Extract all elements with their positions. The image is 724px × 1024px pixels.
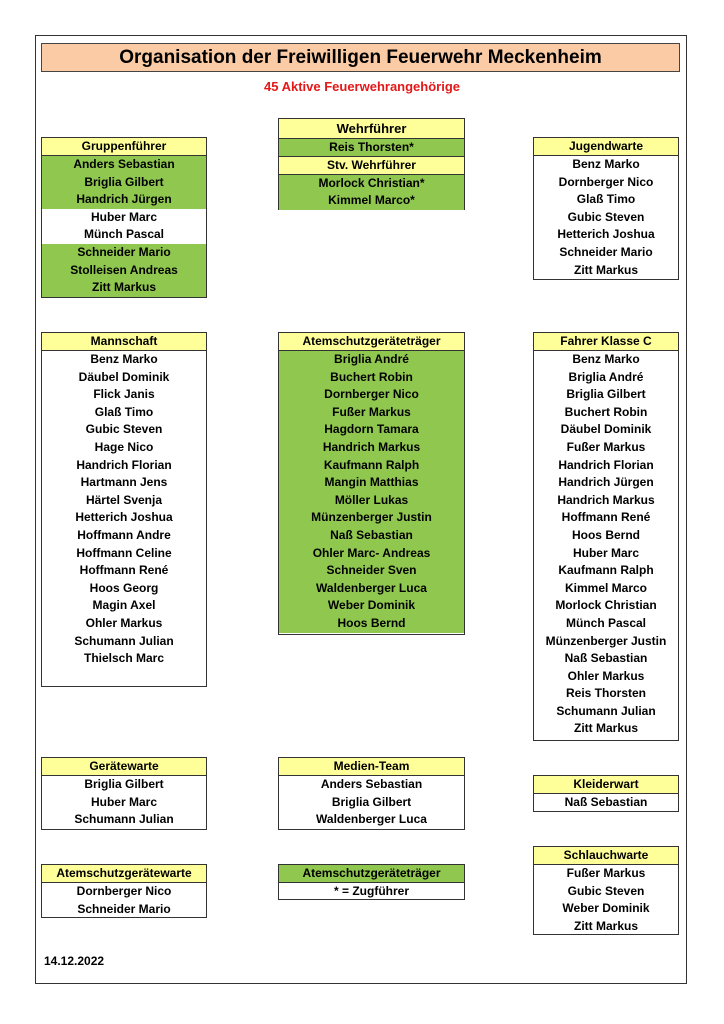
list-item: Handrich Jürgen — [42, 191, 206, 209]
list-item: Waldenberger Luca — [316, 812, 427, 827]
list-item: Gubic Steven — [567, 209, 645, 224]
atemschutzgeraetetraeger-list — [279, 351, 464, 633]
box-schlauchwarte — [533, 846, 679, 935]
atemschutzgeraetetraeger-heading: Atemschutzgeräteträger — [279, 333, 464, 351]
jugendwarte-heading: Jugendwarte — [534, 138, 678, 156]
list-item: Münch Pascal — [565, 615, 647, 630]
list-item: Glaß Timo — [576, 192, 636, 207]
list-item: Fußer Markus — [566, 439, 646, 454]
list-item: Buchert Robin — [564, 404, 648, 419]
member-count: 45 Aktive Feuerwehrangehörige — [263, 79, 461, 94]
list-item: Thielsch Marc — [83, 651, 165, 666]
list-item: Dornberger Nico — [76, 884, 172, 898]
page-title: Organisation der Freiwilligen Feuerwehr Meckenheim — [41, 43, 680, 72]
list-item: Naß Sebastian — [279, 527, 464, 545]
list-item: Handrich Markus — [279, 439, 464, 457]
stv-wehrfuehrer-heading: Stv. Wehrführer — [279, 157, 464, 175]
list-item: Huber Marc — [572, 545, 640, 560]
medienteam-heading: Medien-Team — [279, 758, 464, 776]
list-item: Hoffmann Celine — [76, 545, 172, 560]
wehrfuehrer-heading: Wehrführer — [279, 119, 464, 139]
list-item: Zitt Markus — [573, 721, 638, 736]
list-item: Handrich Florian — [76, 457, 172, 472]
list-item: Münzenberger Justin — [545, 633, 667, 648]
list-item: Fußer Markus — [566, 866, 646, 880]
list-item: Schneider Mario — [559, 244, 653, 259]
list-item: Möller Lukas — [279, 492, 464, 510]
list-item: Handrich Markus — [557, 492, 655, 507]
list-item: Benz Marko — [572, 352, 640, 366]
list-item: Kaufmann Ralph — [558, 563, 654, 578]
list-item: Schneider Sven — [279, 562, 464, 580]
list-item: Hage Nico — [94, 439, 154, 454]
list-item: Kaufmann Ralph — [279, 457, 464, 475]
list-item: Flick Janis — [93, 387, 155, 402]
fahrer-list — [534, 351, 678, 738]
list-item: Dornberger Nico — [279, 386, 464, 404]
list-item: Mangin Matthias — [279, 474, 464, 492]
box-medien-team — [278, 757, 465, 830]
list-item: Fußer Markus — [279, 404, 464, 422]
wehrfuehrer-name: Reis Thorsten* — [279, 139, 464, 157]
list-item: Schumann Julian — [74, 633, 174, 648]
list-item: Huber Marc — [90, 794, 158, 809]
list-item: Briglia Gilbert — [566, 387, 646, 402]
schlauchwarte-list — [534, 865, 678, 935]
list-item: Huber Marc — [90, 209, 158, 224]
list-item: Hoos Bernd — [571, 527, 640, 542]
list-item: Briglia André — [279, 351, 464, 369]
list-item: Dornberger Nico — [558, 174, 654, 189]
box-jugendwarte — [533, 137, 679, 280]
atemschutzgeraetewarte-list — [42, 883, 206, 918]
gruppenfuehrer-heading: Gruppenführer — [42, 138, 206, 156]
fahrer-heading: Fahrer Klasse C — [534, 333, 678, 351]
mannschaft-list — [42, 351, 206, 668]
kleiderwart-list — [534, 794, 678, 812]
list-item: Kimmel Marco — [564, 580, 648, 595]
list-item: Handrich Jürgen — [558, 475, 654, 490]
box-wehrfuehrer — [278, 118, 465, 210]
box-legende — [278, 864, 465, 900]
list-item: Hagdorn Tamara — [279, 421, 464, 439]
list-item: Handrich Florian — [558, 457, 654, 472]
list-item: Glaß Timo — [94, 404, 154, 419]
list-item: Ohler Marc- Andreas — [279, 545, 464, 563]
list-item: Gubic Steven — [567, 883, 645, 898]
list-item: Däubel Dominik — [560, 422, 652, 437]
list-item: Hoffmann René — [561, 510, 651, 525]
box-atemschutzgeraetewarte — [41, 864, 207, 918]
list-item: Zitt Markus — [573, 262, 638, 277]
date-stamp: 14.12.2022 — [44, 954, 105, 968]
geraetewarte-list — [42, 776, 206, 829]
list-item: Schneider Mario — [77, 901, 171, 916]
list-item: Magin Axel — [92, 598, 156, 613]
list-item: Schneider Mario — [42, 244, 206, 262]
list-item: Anders Sebastian — [320, 777, 423, 791]
list-item: Härtel Svenja — [85, 492, 163, 507]
list-item: Briglia Gilbert — [84, 777, 164, 791]
kleiderwart-heading: Kleiderwart — [534, 776, 678, 794]
list-item: Anders Sebastian — [42, 156, 206, 174]
list-item: Hoffmann René — [79, 563, 169, 578]
list-item: Hoos Georg — [89, 580, 159, 595]
list-item: Benz Marko — [572, 157, 640, 171]
box-mannschaft — [41, 332, 207, 687]
legende-note: * = Zugführer — [333, 884, 409, 898]
list-item: Benz Marko — [90, 352, 158, 366]
stv-wehrfuehrer-1: Morlock Christian* — [279, 175, 464, 193]
medienteam-list — [279, 776, 464, 829]
list-item: Schumann Julian — [74, 812, 174, 827]
list-item: Ohler Markus — [85, 615, 163, 630]
list-item: Gubic Steven — [85, 422, 163, 437]
list-item: Briglia André — [568, 369, 644, 384]
list-item: Münzenberger Justin — [279, 509, 464, 527]
list-item: Zitt Markus — [42, 279, 206, 297]
list-item: Hoffmann Andre — [77, 527, 171, 542]
list-item: Weber Dominik — [562, 901, 650, 916]
geraetewarte-heading: Gerätewarte — [42, 758, 206, 776]
box-fahrer-klasse-c — [533, 332, 679, 741]
list-item: Münch Pascal — [83, 227, 165, 242]
stv-wehrfuehrer-2: Kimmel Marco* — [279, 192, 464, 210]
list-item: Schumann Julian — [556, 703, 656, 718]
list-item: Däubel Dominik — [78, 369, 170, 384]
list-item: Buchert Robin — [279, 369, 464, 387]
list-item: Morlock Christian — [555, 598, 657, 613]
atemschutzgeraetewarte-heading: Atemschutzgerätewarte — [42, 865, 206, 883]
box-geraetewarte — [41, 757, 207, 830]
box-gruppenfuehrer — [41, 137, 207, 298]
list-item: Weber Dominik — [279, 597, 464, 615]
list-item: Hoos Bernd — [279, 615, 464, 633]
legende-heading: Atemschutzgeräteträger — [279, 865, 464, 883]
list-item: Stolleisen Andreas — [42, 262, 206, 280]
list-item: Naß Sebastian — [564, 795, 648, 809]
gruppenfuehrer-list — [42, 156, 206, 297]
list-item: Ohler Markus — [567, 668, 645, 683]
list-item: Reis Thorsten — [565, 686, 646, 701]
mannschaft-heading: Mannschaft — [42, 333, 206, 351]
list-item: Hetterich Joshua — [557, 227, 655, 242]
list-item: Briglia Gilbert — [42, 174, 206, 192]
list-item: Briglia Gilbert — [331, 794, 412, 809]
list-item: Zitt Markus — [573, 918, 638, 933]
list-item: Hetterich Joshua — [75, 510, 173, 525]
list-item: Waldenberger Luca — [279, 580, 464, 598]
list-item: Naß Sebastian — [564, 651, 648, 666]
box-kleiderwart — [533, 775, 679, 812]
box-atemschutzgeraetetraeger — [278, 332, 465, 635]
jugendwarte-list — [534, 156, 678, 279]
schlauchwarte-heading: Schlauchwarte — [534, 847, 678, 865]
list-item: Hartmann Jens — [80, 475, 168, 490]
